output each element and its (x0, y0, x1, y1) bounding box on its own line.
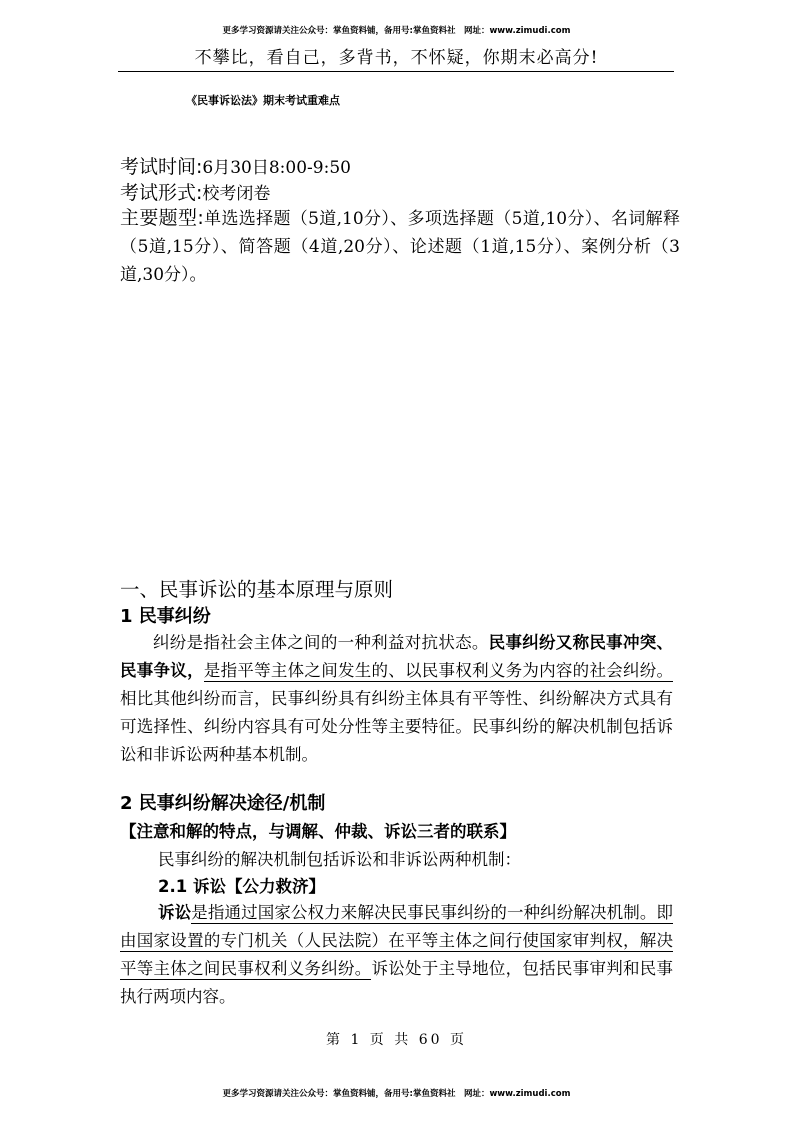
header-slogan: 不攀比，看自己，多背书，不怀疑，你期末必高分! (194, 48, 599, 68)
litigation-role-text: 诉讼处于主导地位，包括民事审判和民事执行两项内容。 (120, 959, 673, 1006)
exam-time (120, 152, 351, 179)
dispute-alias-text: 民事纠纷又称民事冲突、民事争议， (120, 633, 674, 680)
question-types-value: 单选选择题（5道,10分）、多项选择题（5道,10分）、名词解释（5道,15分）、简答题（4道,20分）、论述题（1道,15分）、案例分析（3道,30分）。 (120, 209, 680, 285)
paragraph-civil-dispute (120, 629, 673, 769)
exam-form (120, 178, 270, 205)
document-title: 《民事诉讼法》期末考试重难点 (186, 94, 340, 107)
subsection-heading-2: 2 民事纠纷解决途径/机制 (120, 793, 326, 814)
exam-question-types (120, 204, 680, 289)
exam-form-value: 校考闭卷 (202, 184, 271, 204)
emphasis-note: 【注意和解的特点，与调解、仲裁、诉讼三者的联系】 (120, 822, 516, 841)
page-number: 第 1 页 共 60 页 (326, 1032, 467, 1048)
exam-form-label: 考试形式: (120, 182, 203, 204)
dispute-definition-text: 纠纷是指社会主体之间的一种利益对抗状态。 (153, 633, 489, 652)
section-heading-1: 一、民事诉讼的基本原理与原则 (120, 578, 394, 601)
exam-time-value: 6月30日8:00-9:50 (202, 158, 351, 178)
dispute-definition-underlined: 是指平等主体之间发生的、以民事权利义务为内容的社会纠纷。 (203, 661, 673, 680)
litigation-term: 诉讼 (158, 903, 192, 922)
exam-time-label: 考试时间: (120, 156, 203, 178)
header-divider (118, 71, 674, 72)
header-note: 更多学习资源请关注公众号：掌鱼资料铺，备用号:掌鱼资料社 网址：www.zimudi.com (222, 26, 571, 36)
litigation-definition-underlined: 是指通过国家公权力来解决民事民事纠纷的一种纠纷解决机制。即由国家设置的专门机关（人民法院）在平等主体之间行使国家审判权，解决平等主体之间民事权利义务纠纷。 (120, 903, 674, 978)
subsection-heading-1: 1 民事纠纷 (120, 606, 211, 627)
paragraph-litigation (120, 899, 673, 1011)
question-types-label: 主要题型: (120, 207, 204, 229)
subsection-heading-2-1: 2.1 诉讼【公力救济】 (158, 877, 325, 896)
footer-note: 更多学习资源请关注公众号：掌鱼资料铺，备用号:掌鱼资料社 网址：www.zimudi.com (222, 1089, 571, 1099)
dispute-features-text: 相比其他纠纷而言，民事纠纷具有纠纷主体具有平等性、纠纷解决方式具有可选择性、纠纷内容具有可处分性等主要特征。民事纠纷的解决机制包括诉讼和非诉讼两种基本机制。 (120, 689, 673, 764)
mechanism-intro: 民事纠纷的解决机制包括诉讼和非诉讼两种机制： (158, 850, 521, 869)
